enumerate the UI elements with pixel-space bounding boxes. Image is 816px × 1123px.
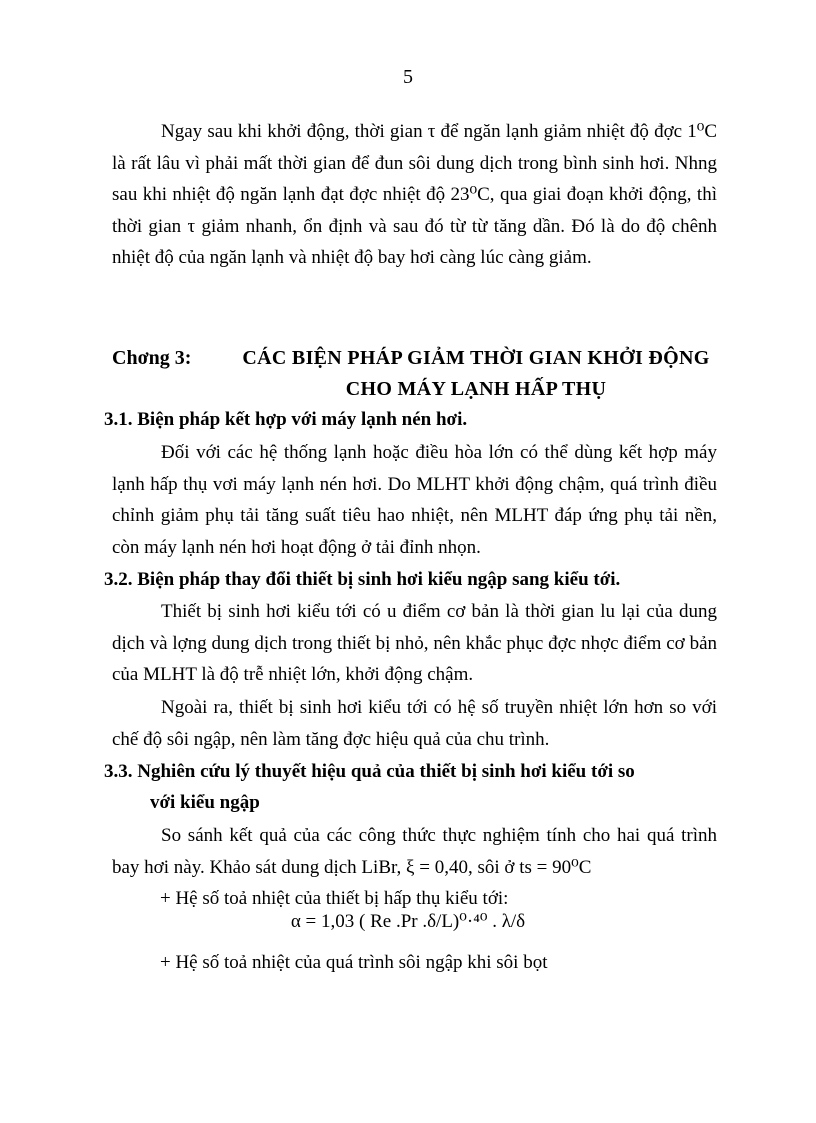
section-3-2-paragraph-1: Thiết bị sinh hơi kiểu tới có u điểm cơ bản là thời gian lu lại của dung dịch và lợng dung dịch trong thiết bị nhỏ, nên khắc phục đợc nhợc điểm cơ bản của MLHT là độ trễ nhiệt lớn, khởi động chậm. <box>112 601 717 686</box>
section-3-1-body: Đối với các hệ thống lạnh hoặc điều hòa lớn có thể dùng kết hợp máy lạnh hấp thụ vơi máy lạnh nén hơi. Do MLHT khởi động chậm, quá trình điều chỉnh giảm phụ tải tăng suất tiêu hao nhiệt, nên MLHT đáp ứng phụ tải nền, còn máy lạnh nén hơi hoạt động ở tải đỉnh nhọn. <box>112 442 717 558</box>
section-3-3-heading-line-2: với kiểu ngập <box>150 792 260 813</box>
section-3-2-paragraph-2: Ngoài ra, thiết bị sinh hơi kiểu tới có hệ số truyền nhiệt lớn hơn so với chế độ sôi ngập, nên làm tăng đợc hiệu quả của chu trình. <box>112 697 717 750</box>
chapter-title: CÁC BIỆN PHÁP GIẢM THỜI GIAN KHỞI ĐỘNG CHO MÁY LẠNH HẤP THỤ <box>242 347 710 400</box>
item-pool-boiling-coefficient: + Hệ số toả nhiệt của quá trình sôi ngập khi sôi bọt <box>160 952 548 973</box>
section-3-3-heading-line-1: 3.3. Nghiên cứu lý thuyết hiệu quả của thiết bị sinh hơi kiểu tới so <box>104 761 635 782</box>
chapter-label: Chơng 3: <box>112 347 192 369</box>
intro-paragraph: Ngay sau khi khởi động, thời gian τ để ngăn lạnh giảm nhiệt độ đợc 1⁰C là rất lâu vì phải mất thời gian để đun sôi dung dịch trong bình sinh hơi. Nhng sau khi nhiệt độ ngăn lạnh đạt đợc nhiệt độ 23⁰C, qua giai đoạn khởi động, thì thời gian τ giảm nhanh, ổn định và sau đó từ từ tăng dần. Đó là do độ chênh nhiệt độ của ngăn lạnh và nhiệt độ bay hơi càng lúc càng giảm. <box>112 121 717 269</box>
section-3-2-heading: 3.2. Biện pháp thay đổi thiết bị sinh hơi kiểu ngập sang kiểu tới. <box>104 569 621 590</box>
section-3-3-body: So sánh kết quả của các công thức thực nghiệm tính cho hai quá trình bay hơi này. Khảo sát dung dịch LiBr, ξ = 0,40, sôi ở ts = 90⁰C <box>112 825 717 878</box>
section-3-1-heading: 3.1. Biện pháp kết hợp với máy lạnh nén hơi. <box>104 409 468 430</box>
page-number: 5 <box>403 66 413 88</box>
heat-transfer-formula: α = 1,03 ( Re .Pr .δ/L)⁰·⁴⁰ . λ/δ <box>290 911 526 932</box>
item-absorber-coefficient: + Hệ số toả nhiệt của thiết bị hấp thụ kiểu tới: <box>160 888 509 909</box>
